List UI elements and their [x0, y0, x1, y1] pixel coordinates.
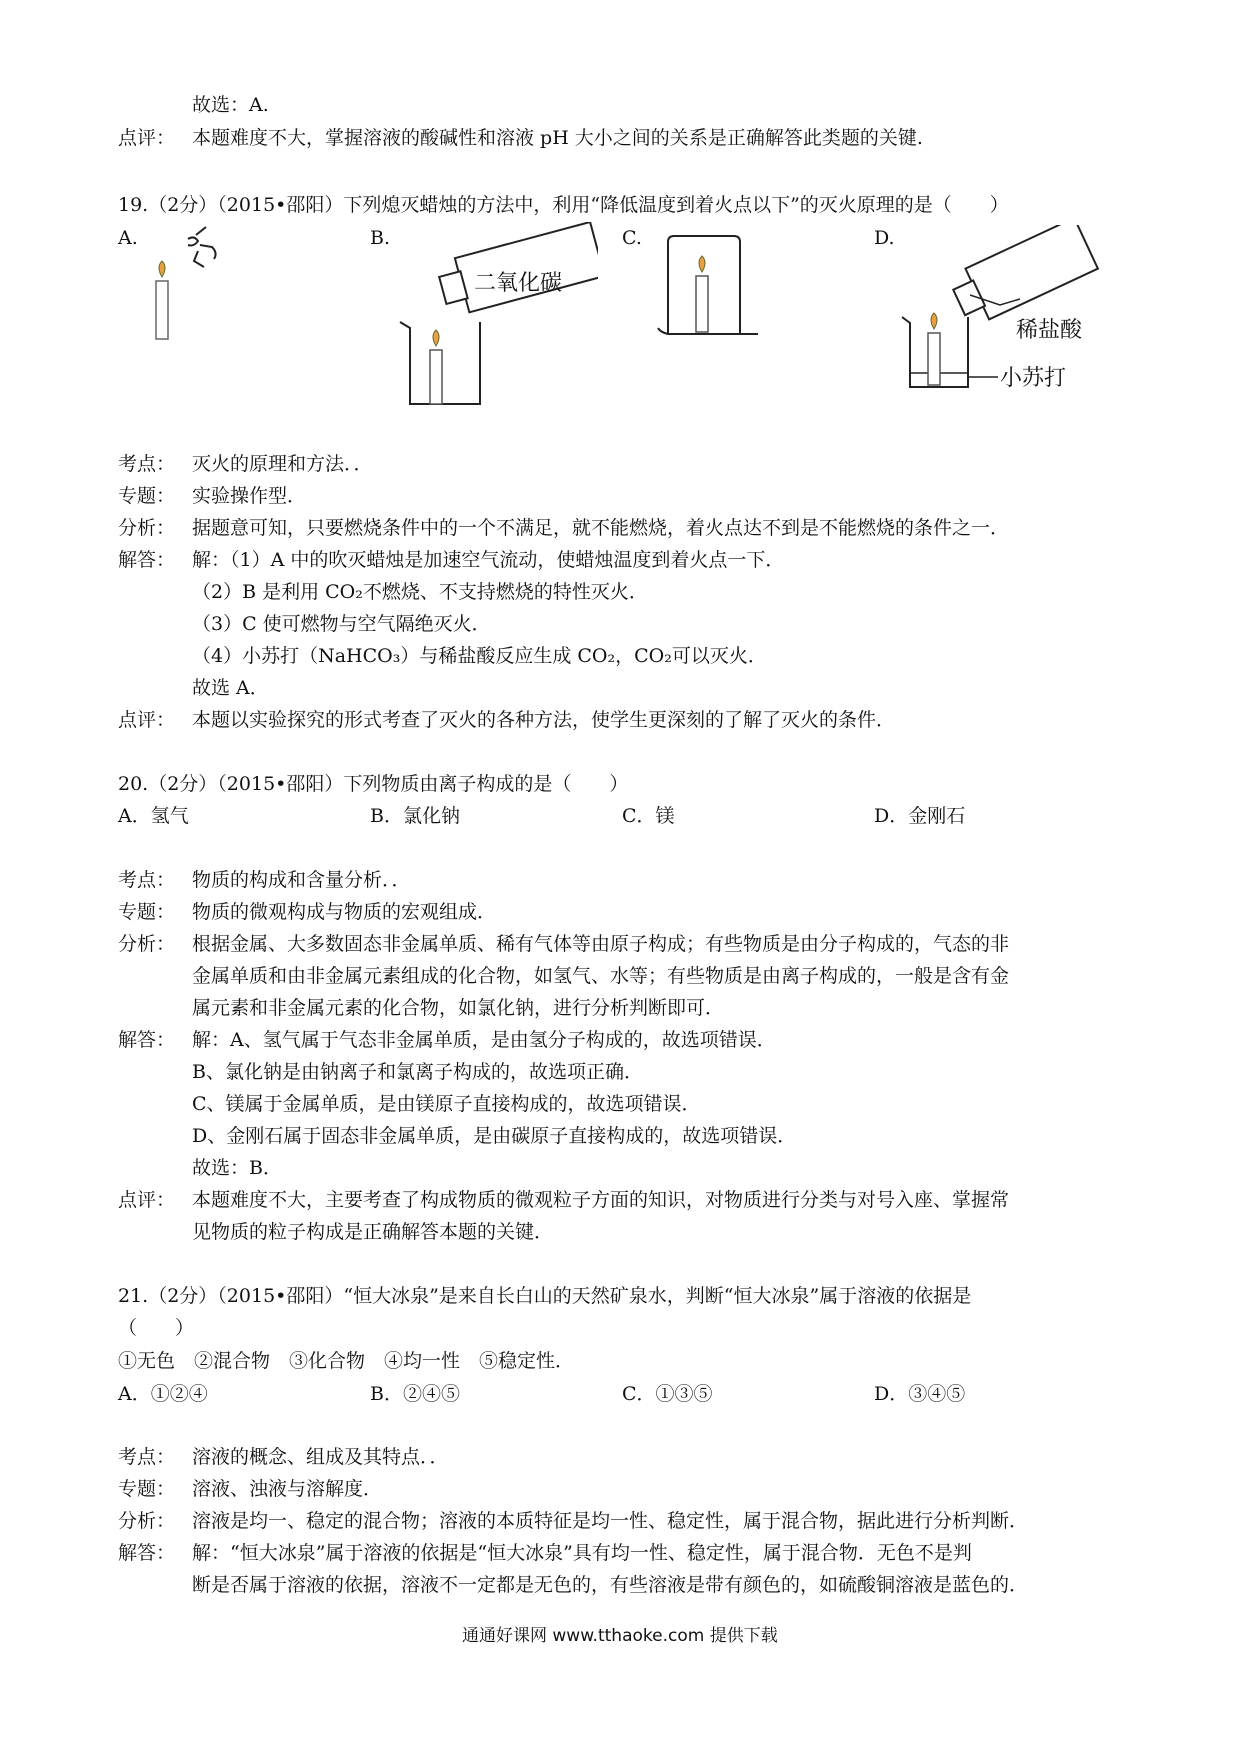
- q19-zhuanti: 实验操作型．: [192, 485, 307, 507]
- q19-stem: 19.（2分）（2015•邵阳）下列熄灭蜡烛的方法中，利用“降低温度到着火点以下”的灭火原理的是（ ）: [118, 194, 1009, 216]
- q19-label-dianping: 点评：: [118, 709, 176, 731]
- prev-comment-label: 点评：: [118, 127, 176, 149]
- prev-answer: 故选：A.: [192, 94, 269, 116]
- q20-stem: 20.（2分）（2015•邵阳）下列物质由离子构成的是（ ）: [118, 773, 629, 795]
- q20-option-b: B．氯化钠: [370, 805, 460, 827]
- q20-jieda-1: 解：A、氢气属于气态非金属单质，是由氢分子构成的，故选项错误．: [192, 1029, 776, 1051]
- q19-label-kaodian: 考点：: [118, 453, 176, 475]
- q19-label-jieda: 解答：: [118, 549, 176, 571]
- q19-jieda-2: （2）B 是利用 CO₂不燃烧、不支持燃烧的特性灭火．: [192, 581, 648, 603]
- q21-zhuanti: 溶液、浊液与溶解度．: [192, 1478, 383, 1500]
- q19-option-b: B.: [370, 227, 391, 249]
- q21-label-zhuanti: 专题：: [118, 1478, 176, 1500]
- q20-option-a: A．氢气: [118, 805, 189, 827]
- q20-fenxi-3: 属元素和非金属元素的化合物，如氯化钠，进行分析判断即可．: [192, 997, 725, 1019]
- q21-fenxi: 溶液是均一、稳定的混合物；溶液的本质特征是均一性、稳定性，属于混合物，据此进行分析判断．: [192, 1510, 1029, 1532]
- q20-label-kaodian: 考点：: [118, 869, 176, 891]
- q21-stem-1: 21.（2分）（2015•邵阳）“恒大冰泉”是来自长白山的天然矿泉水，判断“恒大冰泉”属于溶液的依据是: [118, 1285, 972, 1307]
- q21-option-c: C．①③⑤: [622, 1383, 713, 1405]
- q21-label-jieda: 解答：: [118, 1542, 176, 1564]
- q19-option-d: D.: [874, 227, 895, 249]
- q21-jieda-1: 解：“恒大冰泉”属于溶液的依据是“恒大冰泉”具有均一性、稳定性，属于混合物．无色不是判: [192, 1542, 972, 1564]
- q21-kaodian: 溶液的概念、组成及其特点．．: [192, 1446, 449, 1468]
- q20-zhuanti: 物质的微观构成与物质的宏观组成．: [192, 901, 497, 923]
- figure-b-label: 二氧化碳: [474, 271, 563, 296]
- q20-dianping-2: 见物质的粒子构成是正确解答本题的关键．: [192, 1221, 554, 1243]
- q21-option-a: A．①②④: [118, 1383, 208, 1405]
- q21-label-fenxi: 分析：: [118, 1510, 176, 1532]
- q20-label-jieda: 解答：: [118, 1029, 176, 1051]
- q20-option-c: C．镁: [622, 805, 675, 827]
- q20-option-d: D．金刚石: [874, 805, 966, 827]
- q21-stem-2: （ ）: [118, 1317, 195, 1339]
- q20-label-dianping: 点评：: [118, 1189, 176, 1211]
- q21-option-b: B．②④⑤: [370, 1383, 460, 1405]
- q19-label-fenxi: 分析：: [118, 517, 176, 539]
- q20-fenxi-2: 金属单质和由非金属元素组成的化合物，如氢气、水等；有些物质是由离子构成的，一般是含有金: [192, 965, 1010, 987]
- q20-fenxi-1: 根据金属、大多数固态非金属单质、稀有气体等由原子构成；有些物质是由分子构成的，气态的非: [192, 933, 1010, 955]
- q20-jieda-2: B、氯化钠是由钠离子和氯离子构成的，故选项正确．: [192, 1061, 643, 1083]
- prev-comment: 本题难度不大，掌握溶液的酸碱性和溶液 pH 大小之间的关系是正确解答此类题的关键.: [192, 127, 923, 149]
- q20-jieda-3: C、镁属于金属单质，是由镁原子直接构成的，故选项错误．: [192, 1093, 701, 1115]
- q21-option-d: D．③④⑤: [874, 1383, 966, 1405]
- figure-d-label-acid: 稀盐酸: [1016, 318, 1083, 343]
- q20-kaodian: 物质的构成和含量分析．．: [192, 869, 411, 891]
- figure-d-acid-soda: [900, 225, 1100, 405]
- q19-dianping: 本题以实验探究的形式考查了灭火的各种方法，使学生更深刻的了解了灭火的条件．: [192, 709, 896, 731]
- q19-label-zhuanti: 专题：: [118, 485, 176, 507]
- q19-kaodian: 灭火的原理和方法．．: [192, 453, 373, 475]
- q20-label-zhuanti: 专题：: [118, 901, 176, 923]
- figure-c-covered-candle: [654, 232, 764, 342]
- q20-dianping-1: 本题难度不大，主要考查了构成物质的微观粒子方面的知识，对物质进行分类与对号入座、掌握常: [192, 1189, 1010, 1211]
- q19-jieda-3: （3）C 使可燃物与空气隔绝灭火．: [192, 613, 491, 635]
- figure-d-label-soda: 小苏打: [1000, 366, 1067, 391]
- q19-jieda-1: 解：（1）A 中的吹灭蜡烛是加速空气流动，使蜡烛温度到着火点一下．: [192, 549, 785, 571]
- figure-b-co2-beaker: [398, 222, 598, 412]
- q19-jieda-4: （4）小苏打（NaHCO₃）与稀盐酸反应生成 CO₂，CO₂可以灭火．: [192, 645, 767, 667]
- q19-option-c: C.: [622, 227, 642, 249]
- figure-a-blowing-candle: [140, 225, 250, 345]
- q21-label-kaodian: 考点：: [118, 1446, 176, 1468]
- q21-jieda-2: 断是否属于溶液的依据，溶液不一定都是无色的，有些溶液是带有颜色的，如硫酸铜溶液是蓝色的．: [192, 1574, 1029, 1596]
- q19-fenxi: 据题意可知，只要燃烧条件中的一个不满足，就不能燃烧，着火点达不到是不能燃烧的条件之一．: [192, 517, 1010, 539]
- q20-jieda-4: D、金刚石属于固态非金属单质，是由碳原子直接构成的，故选项错误．: [192, 1125, 797, 1147]
- q19-option-a: A.: [118, 227, 138, 249]
- q20-label-fenxi: 分析：: [118, 933, 176, 955]
- q19-jieda-5: 故选 A．: [192, 677, 269, 699]
- q20-jieda-5: 故选：B．: [192, 1157, 282, 1179]
- page-footer: 通通好课网 www.tthaoke.com 提供下载: [462, 1626, 778, 1646]
- q21-items: ①无色 ②混合物 ③化合物 ④均一性 ⑤稳定性．: [118, 1350, 575, 1372]
